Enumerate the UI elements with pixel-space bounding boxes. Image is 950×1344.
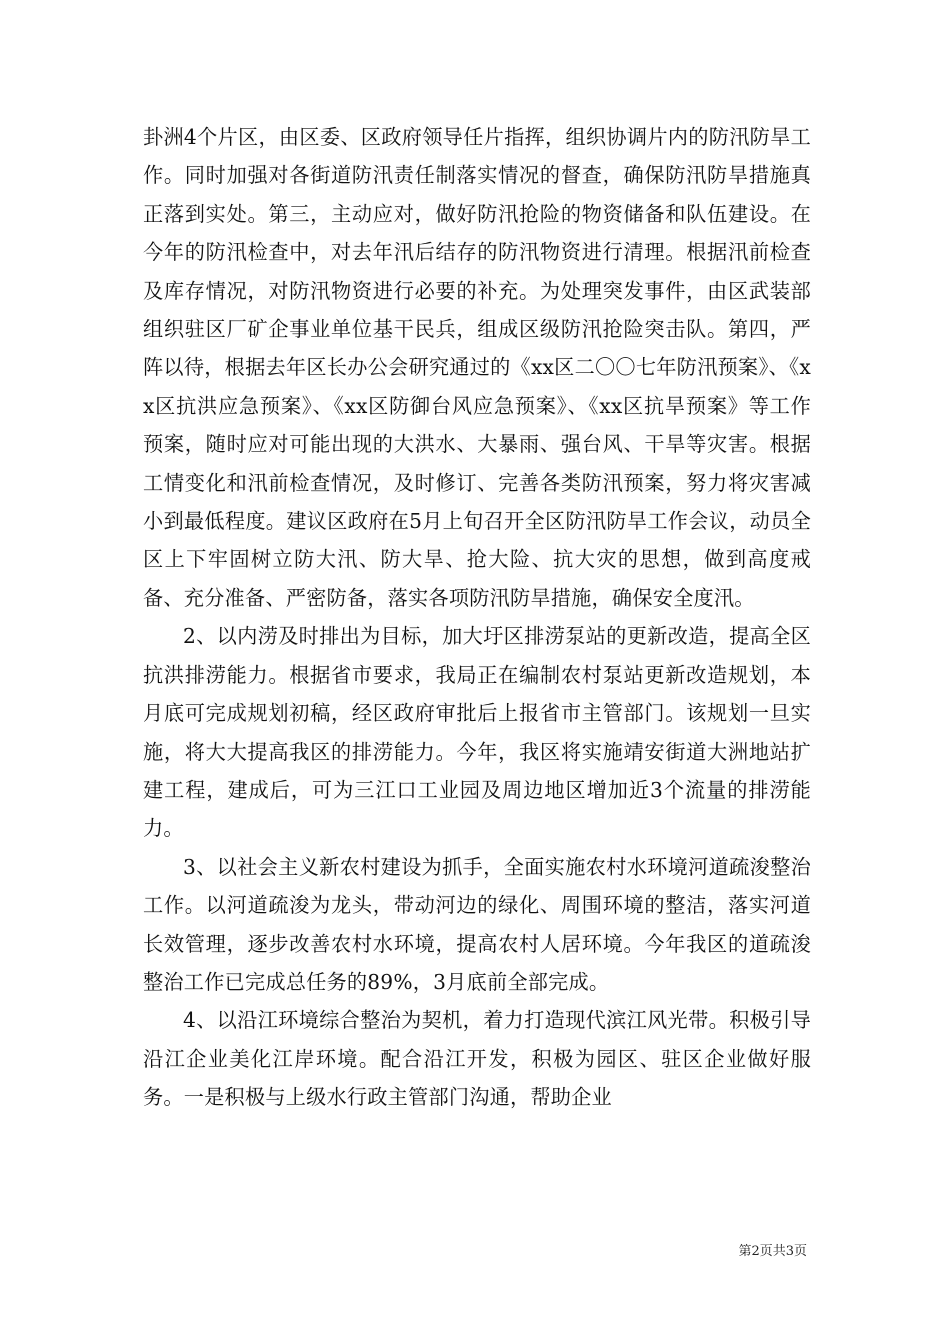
paragraph-item-2-drainage: 2、以内涝及时排出为目标，加大圩区排涝泵站的更新改造，提高全区抗洪排涝能力。根据省市要求，我局正在编制农村泵站更新改造规划，本月底可完成规划初稿，经区政府审批后上报省市主管部门。该规划一旦实施，将大大提高我区的排涝能力。今年，我区将实施靖安街道大洲地站扩建工程，建成后，可为三江口工业园及周边地区增加近3个流量的排涝能力。 — [143, 624, 811, 841]
document-body — [143, 118, 811, 1117]
paragraph-item-3-river-dredging: 3、以社会主义新农村建设为抓手，全面实施农村水环境河道疏浚整治工作。以河道疏浚为龙头，带动河边的绿化、周围环境的整洁，落实河道长效管理，逐步改善农村水环境，提高农村人居环境。今年我区的道疏浚整治工作已完成总任务的89%，3月底前全部完成。 — [143, 854, 811, 994]
page-number-footer: 第2页共3页 — [738, 1244, 807, 1259]
paragraph-item-4-riverside: 4、以沿江环境综合整治为契机，着力打造现代滨江风光带。积极引导沿江企业美化江岸环境。配合沿江开发，积极为园区、驻区企业做好服务。一是积极与上级水行政主管部门沟通，帮助企业 — [143, 1008, 811, 1110]
paragraph-flood-measures: 卦洲4个片区，由区委、区政府领导任片指挥，组织协调片内的防汛防旱工作。同时加强对各街道防汛责任制落实情况的督查，确保防汛防旱措施真正落到实处。第三，主动应对，做好防汛抢险的物资储备和队伍建设。在今年的防汛检查中，对去年汛后结存的防汛物资进行清理。根据汛前检查及库存情况，对防汛物资进行必要的补充。为处理突发事件，由区武装部组织驻区厂矿企事业单位基干民兵，组成区级防汛抢险突击队。第四，严阵以待，根据去年区长办公会研究通过的《xx区二〇〇七年防汛预案》、《xx区抗洪应急预案》、《xx区防御台风应急预案》、《xx区抗旱预案》等工作预案，随时应对可能出现的大洪水、大暴雨、强台风、干旱等灾害。根据工情变化和汛前检查情况，及时修订、完善各类防汛预案，努力将灾害减小到最低程度。建议区政府在5月上旬召开全区防汛防旱工作会议，动员全区上下牢固树立防大汛、防大旱、抢大险、抗大灾的思想，做到高度戒备、充分准备、严密防备，落实各项防汛防旱措施，确保安全度汛。 — [143, 125, 811, 610]
